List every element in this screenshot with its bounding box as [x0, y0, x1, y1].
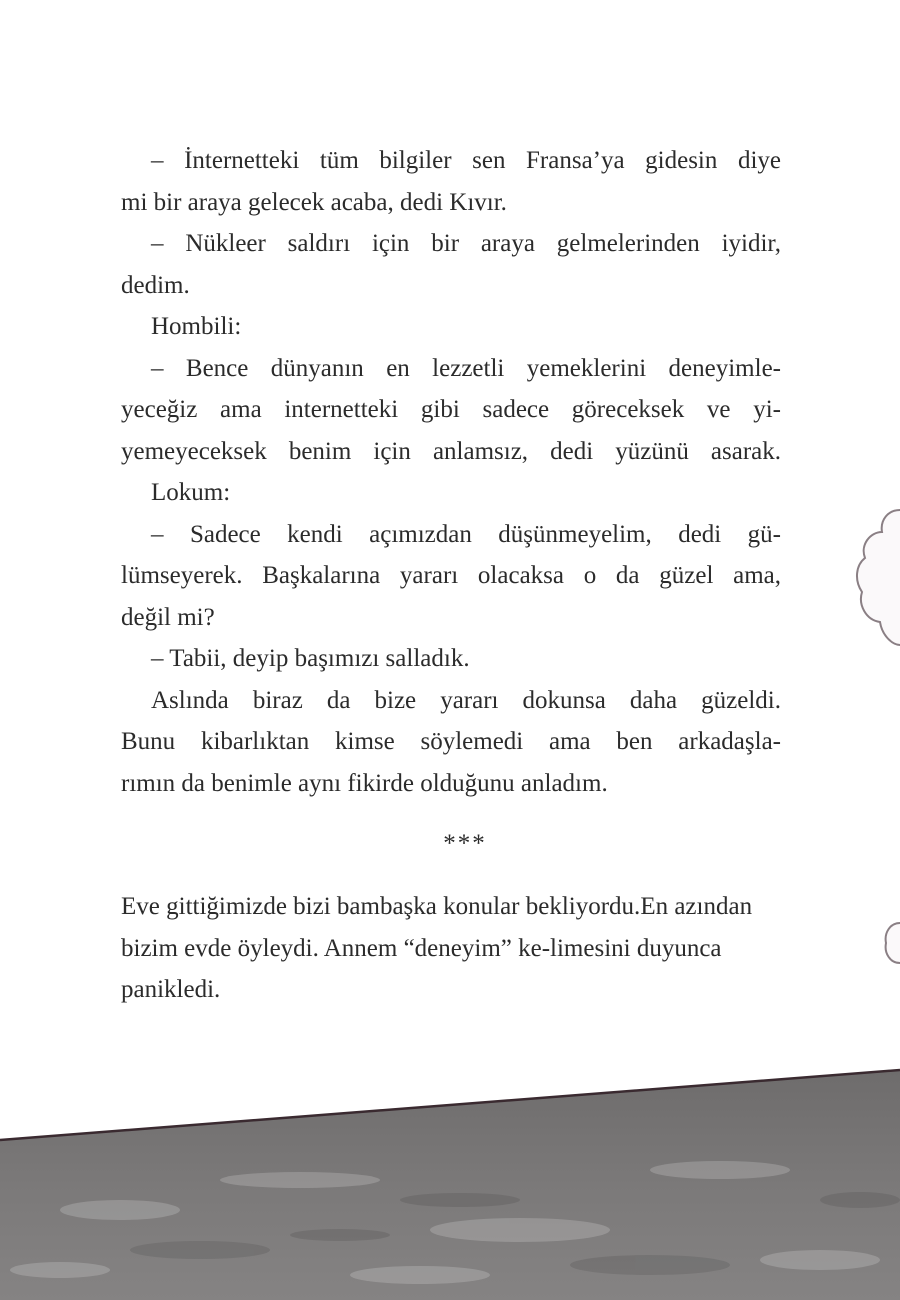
text-line: dedim. [121, 271, 190, 299]
text-line: Aslında biraz da bize yararı dokunsa daha güzeldi. [151, 686, 781, 714]
text-line: limesini duyunca panikledi. [121, 934, 722, 1003]
text-line: Hombili: [151, 313, 242, 340]
text-line: yeceğiz ama internetteki gibi sadece göreceksek ve yi- [121, 396, 781, 423]
text-line: En azından bizim evde öyleydi. Annem “deneyim” ke- [121, 893, 753, 962]
continuation-text-block [121, 886, 781, 1011]
text-line: mi bir araya gelecek acaba, dedi Kıvır. [121, 188, 507, 216]
text-line: – İnternetteki tüm bilgiler sen Fransa’ya gidesin diye [151, 147, 781, 174]
text-line: lümseyerek. Başkalarına yararı olacaksa o da güzel ama, [121, 562, 781, 589]
text-line: yemeyeceksek benim için anlamsız, dedi yüzünü asarak. [121, 437, 781, 465]
text-line: Bunu kibarlıktan kimse söylemedi ama ben arkadaşla- [121, 728, 781, 755]
text-line: değil mi? [121, 603, 215, 631]
text-line: Eve gittiğimizde bizi bambaşka konular bekliyordu. [121, 893, 641, 920]
text-line: – Sadece kendi açımızdan düşünmeyelim, dedi gü- [151, 520, 781, 548]
section-separator: *** [443, 830, 487, 857]
text-line: Lokum: [151, 479, 231, 506]
text-line: – Bence dünyanın en lezzetli yemeklerini deneyimle- [151, 354, 781, 382]
cloud-illustration-edge [850, 500, 900, 660]
text-line: – Nükleer saldırı için bir araya gelmelerinden iyidir, [151, 230, 781, 257]
cloud-illustration-edge-small [880, 918, 900, 968]
main-text-block [121, 140, 781, 804]
ground-illustration [0, 1060, 900, 1300]
text-line: – Tabii, deyip başımızı salladık. [151, 645, 470, 672]
text-line: rımın da benimle aynı fikirde olduğunu anladım. [121, 769, 608, 797]
